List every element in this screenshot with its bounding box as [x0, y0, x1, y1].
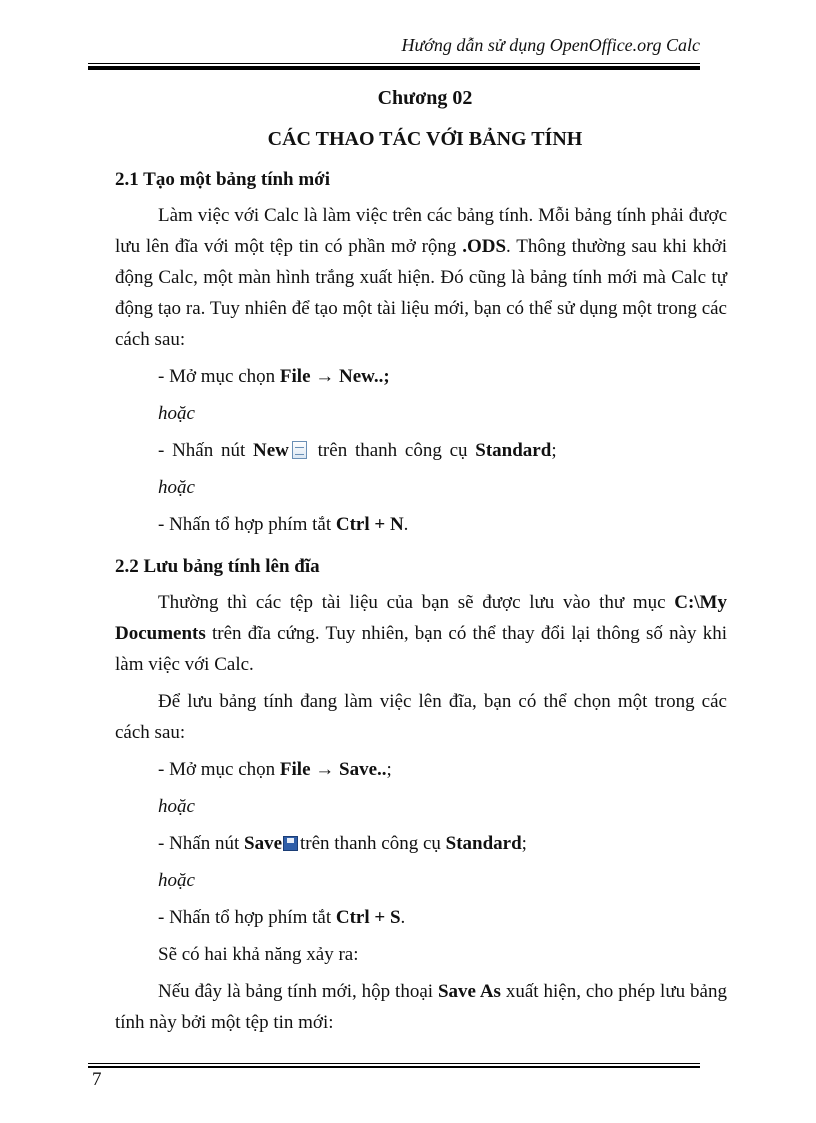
section2-or-2: hoặc	[158, 870, 195, 891]
new-document-icon	[292, 441, 307, 459]
footer-rule-thin	[88, 1063, 700, 1064]
section2-paragraph-3: Sẽ có hai khả năng xảy ra:	[158, 944, 359, 965]
section1-intro-paragraph: Làm việc với Calc là làm việc trên các bảng tính. Mỗi bảng tính phải được lưu lên đĩa với một tệp tin có phần mở rộng .ODS. Thông thường sau khi khởi động Calc, một màn hình trắng xuất hiện. Đó cũng là bảng tính mới mà Calc tự động tạo ra. Tuy nhiên để tạo một tài liệu mới, bạn có thể sử dụng một trong các cách sau:	[115, 205, 727, 350]
section1-step-button: - Nhấn nút New trên thanh công cụ Standard;	[158, 440, 557, 461]
section2-paragraph-1: Thường thì các tệp tài liệu của bạn sẽ được lưu vào thư mục C:\My Documents trên đĩa cứng. Tuy nhiên, bạn có thể thay đổi lại thông số này khi làm việc với Calc.	[115, 592, 727, 675]
section2-step-shortcut: - Nhấn tổ hợp phím tắt Ctrl + S.	[158, 907, 406, 928]
page-body	[115, 84, 727, 1038]
section1-or-1: hoặc	[158, 403, 195, 424]
footer-rule-thick	[88, 1066, 700, 1068]
section2-paragraph-2: Để lưu bảng tính đang làm việc lên đĩa, bạn có thể chọn một trong các cách sau:	[115, 691, 727, 743]
header-rule-thin	[88, 63, 700, 64]
section2-or-1: hoặc	[158, 796, 195, 817]
chapter-number: Chương 02	[377, 87, 473, 109]
section1-step-shortcut: - Nhấn tổ hợp phím tắt Ctrl + N.	[158, 514, 409, 535]
section2-step-menu: - Mở mục chọn File → Save..;	[158, 759, 392, 780]
section-heading-2-1: 2.1 Tạo một bảng tính mới	[115, 169, 330, 190]
save-icon	[283, 836, 298, 851]
section2-step-button: - Nhấn nút Save trên thanh công cụ Standard;	[158, 833, 527, 854]
section1-step-menu: - Mở mục chọn File → New..;	[158, 366, 390, 387]
section1-or-2: hoặc	[158, 477, 195, 498]
section2-paragraph-4: Nếu đây là bảng tính mới, hộp thoại Save As xuất hiện, cho phép lưu bảng tính này bởi một tệp tin mới:	[115, 981, 727, 1033]
header-rule-thick	[88, 66, 700, 70]
section-heading-2-2: 2.2 Lưu bảng tính lên đĩa	[115, 556, 320, 577]
page-number: 7	[92, 1069, 102, 1090]
running-header: Hướng dẫn sử dụng OpenOffice.org Calc	[401, 35, 700, 55]
chapter-title: CÁC THAO TÁC VỚI BẢNG TÍNH	[267, 128, 583, 150]
